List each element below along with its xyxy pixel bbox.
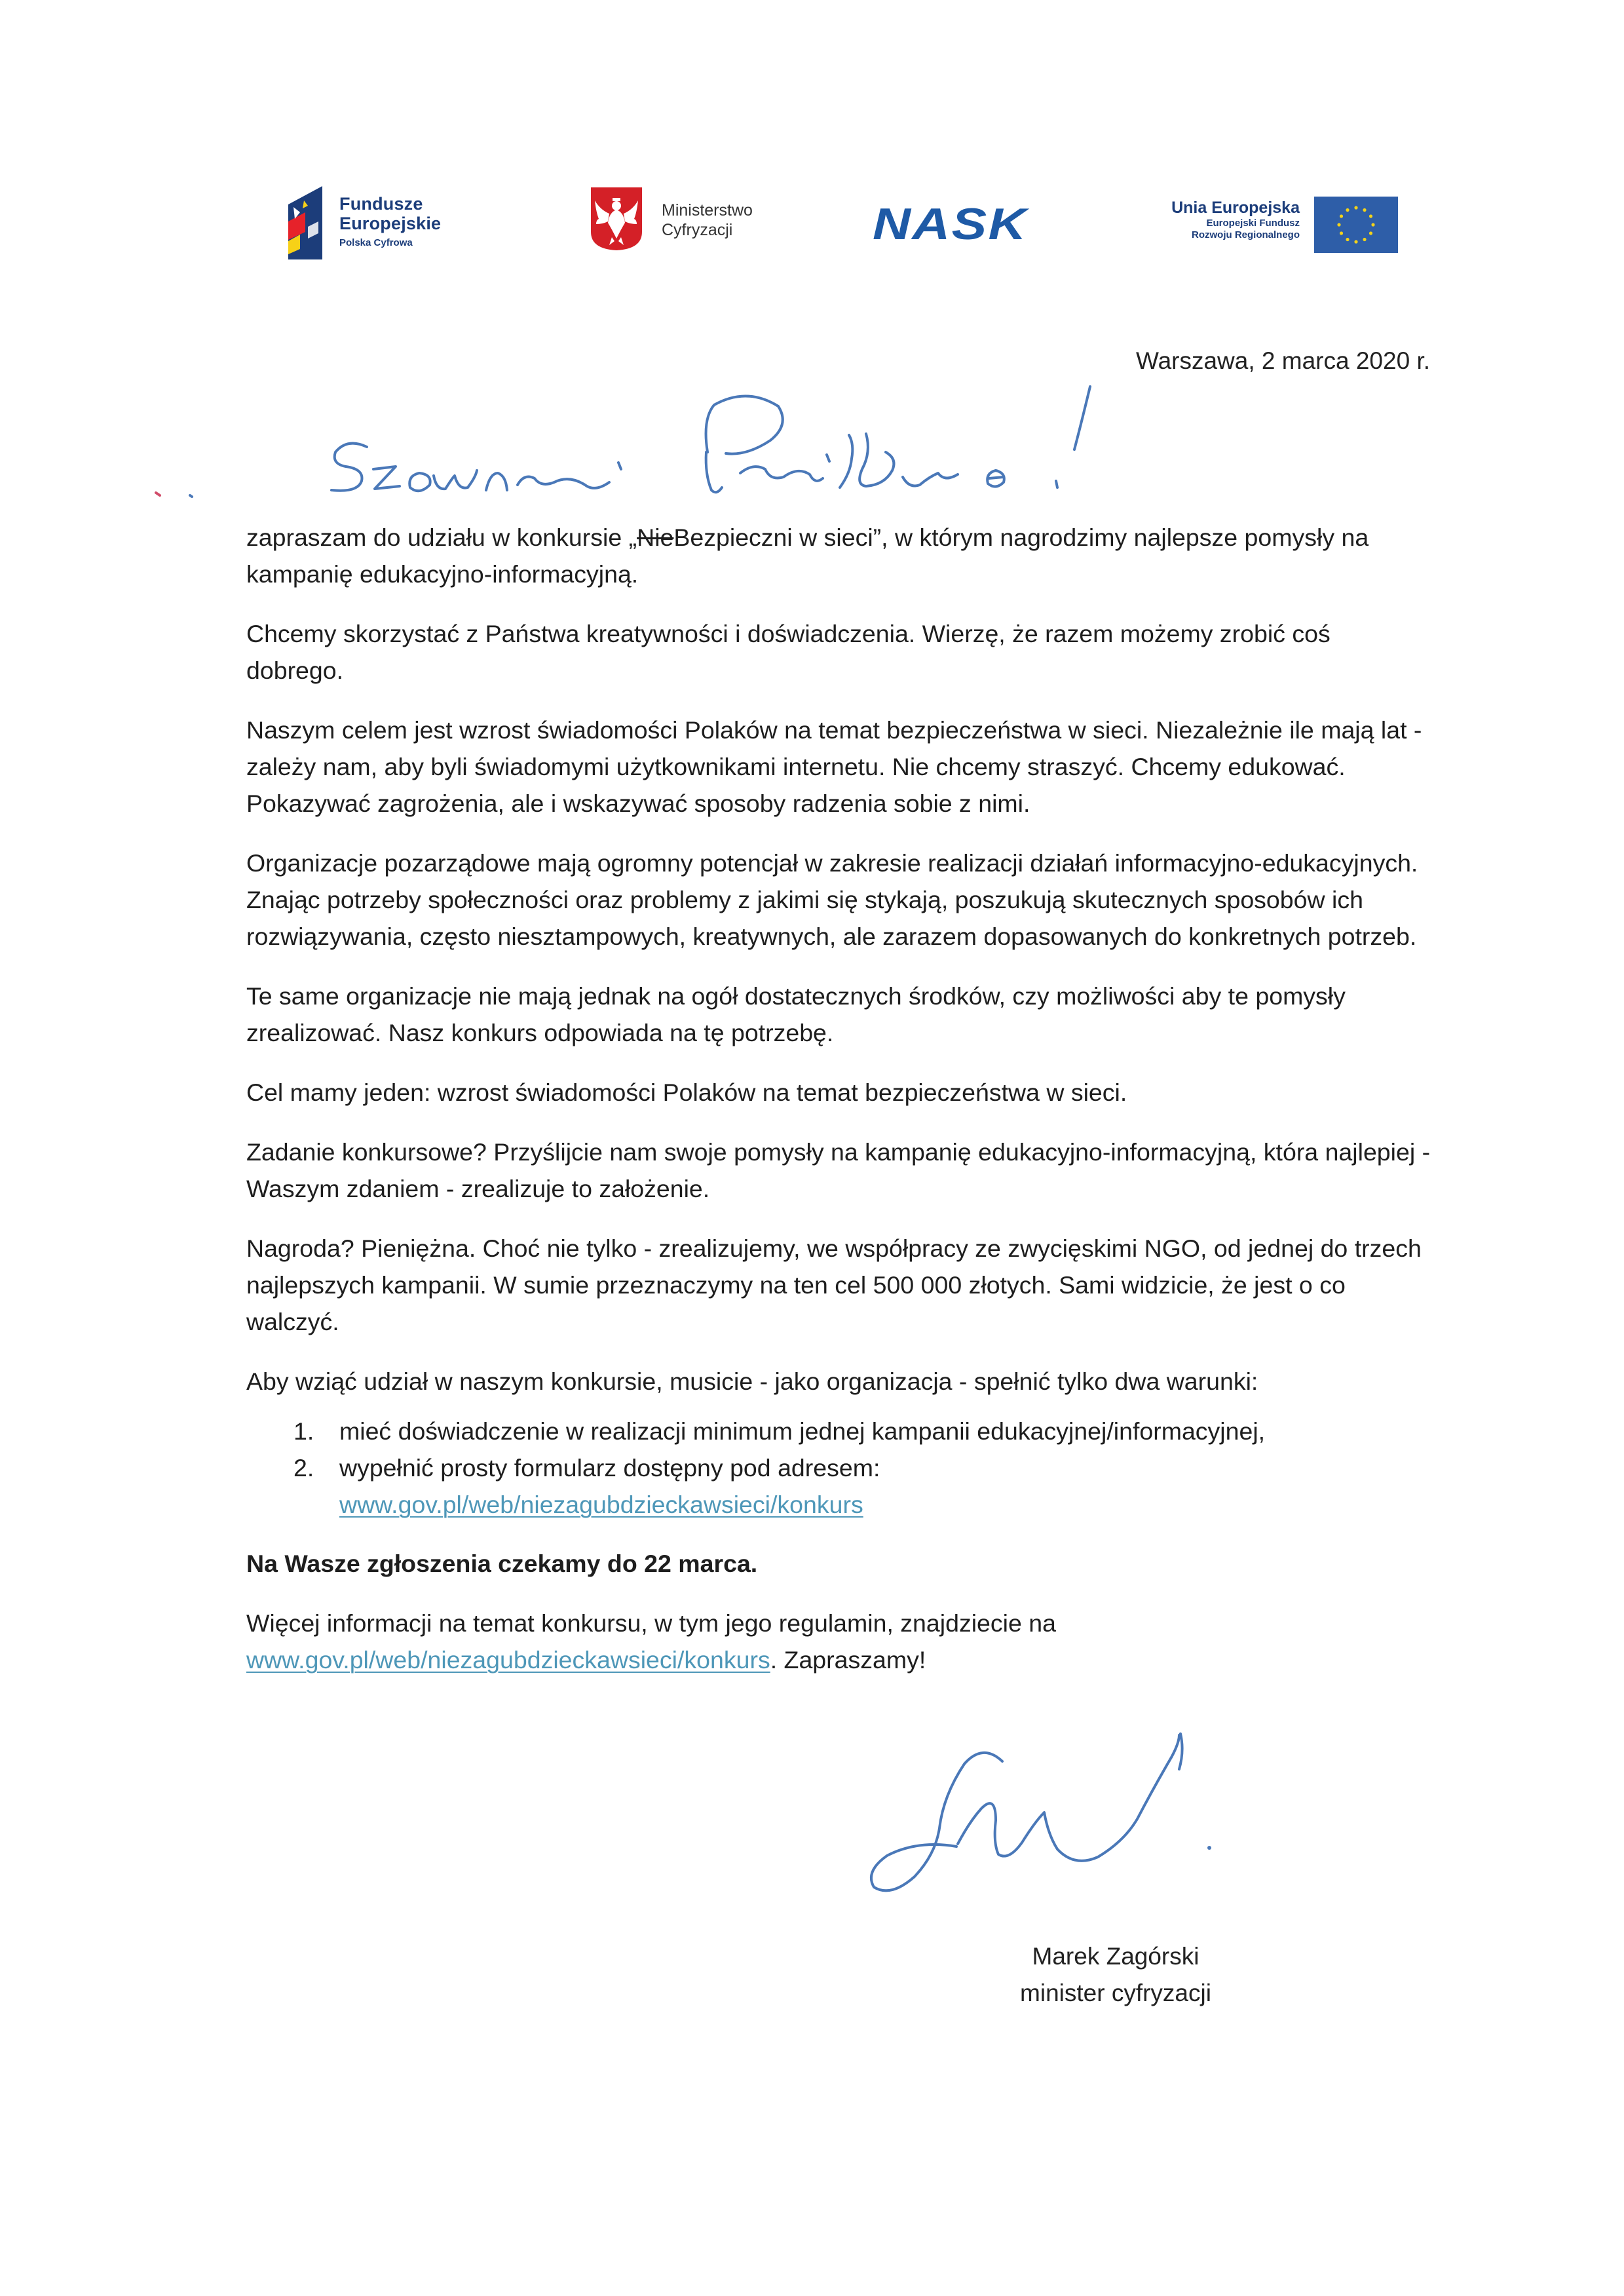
paragraph-creativity: Chcemy skorzystać z Państwa kreatywności i doświadczenia. Wierzę, że razem możemy zrobić coś dobrego. — [246, 620, 1331, 684]
sender-name: Marek Zagórski — [1032, 1943, 1199, 1970]
eu-star-icon — [1346, 208, 1349, 212]
ministerstwo-logo-line2: Cyfryzacji — [662, 221, 733, 239]
eu-star-icon — [1369, 231, 1372, 235]
nask-logo-text: NASK — [873, 199, 1028, 249]
eu-star-icon — [1363, 238, 1366, 241]
more-info-closing: . Zapraszamy! — [770, 1646, 926, 1674]
list-item-text: mieć doświadczenie w realizacji minimum jednej kampanii edukacyjnej/informacyjnej, — [339, 1417, 1266, 1445]
list-item — [246, 1413, 1432, 1449]
list-number: 2. — [293, 1454, 314, 1482]
eu-flag-icon — [1314, 197, 1398, 253]
sender-title: minister cyfryzacji — [1020, 1980, 1211, 2006]
deadline-notice: Na Wasze zgłoszenia czekamy do 22 marca. — [246, 1550, 758, 1577]
paragraph-invitation — [246, 519, 1432, 592]
paragraph-task: Zadanie konkursowe? Przyślijcie nam swoje pomysły na kampanię edukacyjno-informacyjną, która najlepiej - Waszym zdaniem - zrealizuje to założenie. — [246, 1138, 1431, 1202]
polish-eagle-emblem-icon — [590, 186, 643, 252]
ministerstwo-logo-line1: Ministerstwo — [662, 201, 753, 220]
ministerstwo-cyfryzacji-logo — [590, 186, 786, 258]
list-item-text: wypełnić prosty formularz dostępny pod adresem: — [339, 1454, 880, 1482]
letter-date: Warszawa, 2 marca 2020 r. — [1136, 347, 1430, 374]
eu-star-icon — [1340, 214, 1343, 218]
paragraph-one-goal: Cel mamy jeden: wzrost świadomości Polaków na temat bezpieczeństwa w sieci. — [246, 1079, 1127, 1106]
fundusze-logo-line3: Polska Cyfrowa — [339, 237, 413, 248]
eu-star-icon — [1340, 231, 1343, 235]
paragraph-ngo-potential: Organizacje pozarządowe mają ogromny potencjał w zakresie realizacji działań informacyjno-edukacyjnych. Znając potrzeby społeczności oraz problemy z jakimi się stykają, poszukują skutecznych sposobów ich rozwiązywania, często niesztampowych, kreatywnych, ale zarazem dopasowanych do konkretnych potrzeb. — [246, 849, 1418, 950]
struck-word: Nie — [637, 524, 674, 551]
form-link[interactable]: www.gov.pl/web/niezagubdzieckawsieci/konkurs — [339, 1491, 863, 1518]
letter-body — [246, 519, 1432, 1701]
eu-star-icon — [1337, 223, 1340, 226]
eu-star-icon — [1369, 214, 1372, 218]
list-item — [246, 1449, 1432, 1523]
paragraph-goal: Naszym celem jest wzrost świadomości Polaków na temat bezpieczeństwa w sieci. Niezależnie ile mają lat - zależy nam, aby byli świadomymi użytkownikami internetu. Nie chcemy straszyć. Chcemy edukować. Pokazywać zagrożenia, ale i wskazywać sposoby radzenia sobie z nimi. — [246, 716, 1422, 817]
paragraph-invitation-start: zapraszam do udziału w konkursie „ — [246, 524, 637, 551]
unia-logo-title: Unia Europejska — [1171, 199, 1300, 217]
fundusze-europejskie-logo — [286, 186, 482, 259]
sender-block — [1014, 1938, 1217, 2012]
paragraph-resources: Te same organizacje nie mają jednak na ogół dostatecznych środków, czy możliwości aby te pomysły zrealizować. Nasz konkurs odpowiada na tę potrzebę. — [246, 982, 1346, 1046]
fundusze-europejskie-mark-icon — [286, 186, 322, 259]
paragraph-more-info — [246, 1605, 1432, 1678]
paragraph-conditions: Aby wziąć udział w naszym konkursie, musicie - jako organizacja - spełnić tylko dwa warunki: — [246, 1368, 1258, 1395]
fundusze-logo-line2: Europejskie — [339, 214, 442, 233]
paragraph-prize: Nagroda? Pieniężna. Choć nie tylko - zrealizujemy, we współpracy ze zwycięskimi NGO, od jednej do trzech najlepszych kampanii. W sumie przeznaczymy na ten cel 500 000 złotych. Sami widzicie, że jest o co walczyć. — [246, 1234, 1422, 1335]
handwritten-greeting — [0, 0, 1624, 590]
eu-star-icon — [1346, 238, 1349, 241]
more-info-text: Więcej informacji na temat konkursu, w tym jego regulamin, znajdziecie na — [246, 1609, 1056, 1637]
unia-logo-line1: Europejski Fundusz — [1206, 218, 1300, 229]
list-number: 1. — [293, 1417, 314, 1445]
nask-logo — [873, 199, 1069, 249]
eu-star-icon — [1363, 208, 1366, 212]
contest-link[interactable]: www.gov.pl/web/niezagubdzieckawsieci/konkurs — [246, 1646, 770, 1674]
eu-star-icon — [1354, 240, 1357, 243]
unia-europejska-logo — [1140, 197, 1398, 256]
paragraph-invitation-end: Bezpieczni w sieci”, w którym nagrodzimy najlepsze pomysły na kampanię edukacyjno-informacyjną. — [246, 524, 1369, 588]
unia-logo-line2: Rozwoju Regionalnego — [1192, 229, 1300, 240]
eu-star-icon — [1371, 223, 1374, 226]
conditions-list — [246, 1413, 1432, 1523]
fundusze-logo-line1: Fundusze — [339, 194, 423, 214]
eu-star-icon — [1354, 206, 1357, 209]
